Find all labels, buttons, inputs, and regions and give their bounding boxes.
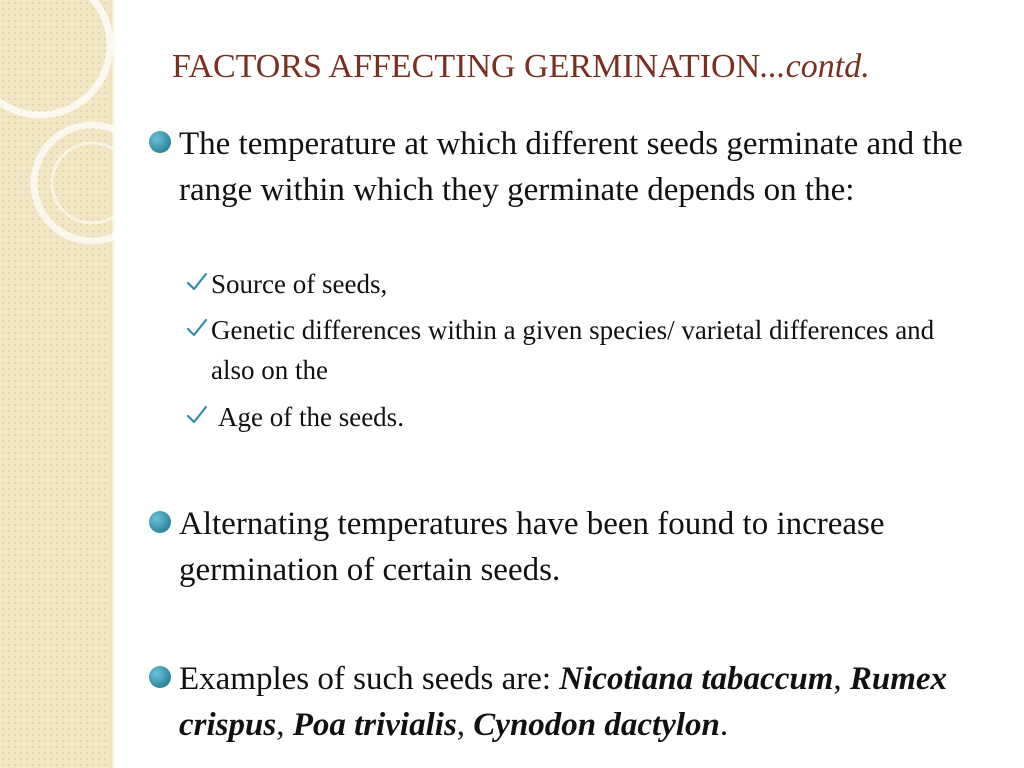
title-suffix: ...contd.: [760, 48, 870, 85]
species-separator: ,: [456, 707, 474, 743]
sub-item-age: [186, 397, 946, 437]
title-main: FACTORS AFFECTING GERMINATION: [172, 48, 761, 85]
bullet-dot-icon: [148, 510, 172, 534]
sub-item-genetic: [186, 310, 946, 390]
species-name: Cynodon dactylon: [473, 707, 720, 743]
species-name: Poa trivialis: [292, 707, 457, 743]
sub-item-text: Source of seeds,: [211, 269, 388, 299]
checkmark-icon: [186, 272, 208, 292]
sub-item-text: Age of the seeds.: [218, 402, 404, 432]
species-name: Rumex crispus: [179, 661, 948, 743]
species-separator: ,: [833, 661, 850, 697]
bullet-text: [179, 656, 988, 748]
bullet-text: The temperature at which different seeds germinate and the range within which they germinate depends on the:: [179, 126, 963, 208]
bullet-item-alternating: [148, 501, 988, 593]
examples-prefix: Examples of such seeds are:: [179, 661, 560, 697]
species-name: Nicotiana tabaccum: [559, 661, 834, 697]
bullet-text: Alternating temperatures have been found to increase germination of certain seeds.: [179, 506, 885, 588]
side-strip-edge: [110, 0, 116, 768]
bullet-item-examples: [148, 656, 988, 748]
bullet-dot-icon: [148, 130, 172, 154]
sub-item-source: [186, 264, 946, 304]
examples-end: .: [719, 707, 729, 743]
sub-item-text: Genetic differences within a given species/ varietal differences and also on the: [211, 315, 935, 385]
slide-title: [172, 48, 870, 86]
species-separator: ,: [276, 707, 293, 743]
decorative-side-strip: [0, 0, 112, 768]
checkmark-icon: [186, 405, 208, 425]
bullet-item-temperature: [148, 121, 988, 213]
checkmark-icon: [186, 318, 208, 338]
bullet-dot-icon: [148, 665, 172, 689]
